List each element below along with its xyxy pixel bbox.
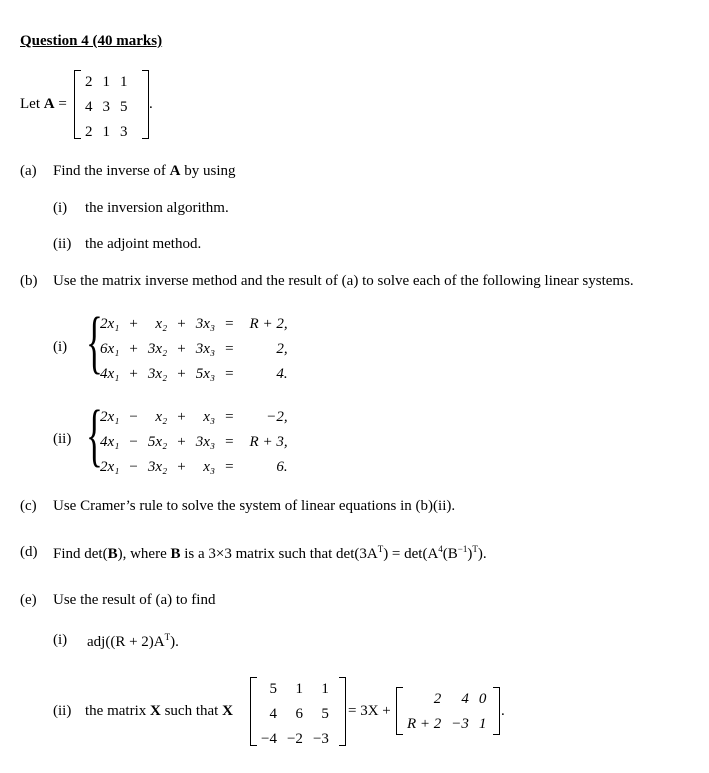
part-e-label: (e) [20,592,37,608]
system-i-term: 3x₃ [195,316,216,332]
matrix-a [74,70,149,139]
system-ii-term: − [129,459,138,475]
system-i-equation [96,338,292,361]
part-e-i-label: (i) [53,632,68,648]
part-b-text: Use the matrix inverse method and the result of (a) to solve each of the following linear systems. [53,273,634,289]
system-i-term: = [225,316,234,332]
matrix-e2-cell: 4 [461,691,469,707]
matrix-e1-cell: −2 [286,731,303,747]
matrix-e1-row [256,727,334,752]
matrix-a-cell: 1 [120,74,128,90]
system-ii-term: + [177,409,186,425]
matrix-e1-cell: 5 [269,681,277,697]
system-i-term: 6x₁ [100,341,120,357]
system-ii-equation [96,406,292,429]
matrix-e1-cell: 4 [269,706,277,722]
matrix-e2-period: . [501,703,505,719]
matrix-e2-row [402,687,491,712]
system-ii-term: −2, [266,409,288,425]
part-c-label: (c) [20,498,37,514]
let-statement [20,97,67,112]
part-d-label: (d) [20,544,38,560]
system-ii-term: = [225,459,234,475]
system-i-term: 5x₃ [195,366,216,382]
matrix-e2-row [402,712,491,737]
part-a-i-text: the inversion algorithm. [85,200,229,216]
matrix-e2 [396,687,500,735]
system-ii-term: 3x₂ [147,459,168,475]
system-ii [94,404,294,481]
system-ii-term: 4x₁ [100,434,120,450]
matrix-a-cell: 2 [85,124,93,140]
matrix-a-cell: 3 [120,124,128,140]
system-ii-term: 6. [276,459,288,475]
matrix-name: A [43,96,55,112]
part-e-i-text: $adj((R + 2)A^T)$. [87,632,179,650]
equals-sign: = [58,96,67,112]
system-i-term: 3x₂ [147,366,168,382]
matrix-e1 [250,677,346,746]
system-ii-term: R + 3, [249,434,288,450]
system-ii-term: 2x₁ [100,459,120,475]
part-c-text: Use Cramer’s rule to solve the system of linear equations in (b)(ii). [53,498,456,514]
system-ii-term: = [225,409,234,425]
system-ii-term: 2x₁ [100,409,120,425]
matrix-a-cell: 2 [85,74,93,90]
system-ii-term: 3x₃ [195,434,216,450]
matrix-e1-cell: 1 [321,681,329,697]
matrix-e2-cell: 2 [433,691,442,707]
part-d-text: Find det(B), where B is a 3×3 matrix such that $\det(3A^T) = \det(A^4(B^{-1})^T)$. [53,544,487,562]
system-ii-term: 5x₂ [147,434,168,450]
equals-3x-plus: = 3X + [348,703,391,719]
system-i-term: 2, [276,341,288,357]
system-ii-equation [96,456,292,479]
system-ii-term: x₃ [203,409,216,425]
matrix-a-cell: 3 [102,99,110,115]
system-i-term: 4x₁ [100,366,120,382]
matrix-e1-cell: 6 [295,706,303,722]
matrix-e1-row [256,702,334,727]
part-e-ii-label: (ii) [53,703,72,719]
system-i-term: + [177,341,186,357]
let-prefix: Let [20,96,40,112]
part-a-i-label: (i) [53,200,68,216]
system-ii-term: + [177,459,186,475]
matrix-a-cell: 4 [85,99,93,115]
part-a-text: Find the inverse of A by using [53,163,236,179]
system-i-term: x₂ [155,316,168,332]
matrix-e1-cell: 5 [321,706,329,722]
system-i-term: + [129,316,138,332]
part-a-ii-text: the adjoint method. [85,236,202,252]
part-b-i-label: (i) [53,339,68,355]
system-i-term: 4. [276,366,288,382]
matrix-e2-cell: −3 [451,716,469,732]
matrix-a-row [80,95,133,120]
system-i-equation [96,363,292,386]
matrix-a-row [80,70,133,95]
part-e-text: Use the result of (a) to find [53,592,216,608]
system-ii-term: x₃ [203,459,216,475]
matrix-e1-row [256,677,334,702]
part-b-ii-label: (ii) [53,431,72,447]
matrix-e1-cell: −4 [261,731,277,747]
system-i-term: + [129,366,138,382]
system-i-term: R + 2, [249,316,288,332]
system-ii-term: x₂ [155,409,168,425]
matrix-e2-cell: 0 [478,691,487,707]
matrix-a-period: . [149,96,153,112]
system-i-term: 3x₃ [195,341,216,357]
matrix-a-cell: 1 [102,74,110,90]
matrix-a-cell: 1 [102,124,110,140]
matrix-a-cell: 5 [120,99,128,115]
question-title: Question 4 (40 marks) [20,33,163,49]
system-i-term: + [129,341,138,357]
system-ii-term: − [129,434,138,450]
matrix-e1-cell: 1 [295,681,303,697]
matrix-e1-cell: −3 [312,731,329,747]
system-i-term: 3x₂ [147,341,168,357]
system-ii-equation [96,431,292,454]
system-ii-term: + [177,434,186,450]
system-i-equation [96,313,292,336]
system-ii-term: − [129,409,138,425]
system-i-term: + [177,366,186,382]
part-b-label: (b) [20,273,38,289]
system-i-term: + [177,316,186,332]
part-a-label: (a) [20,163,37,179]
system-i-term: = [225,341,234,357]
matrix-e2-cell: 1 [478,716,487,732]
system-i-term: 2x₁ [100,316,120,332]
part-e-ii-text: the matrix X such that X [85,703,233,719]
system-i-term: = [225,366,234,382]
matrix-a-row [80,120,133,145]
part-a-ii-label: (ii) [53,236,72,252]
matrix-e2-cell: R + 2 [407,716,442,732]
system-i [94,311,294,388]
brace-i: { [86,304,103,381]
brace-ii: { [86,397,103,474]
system-ii-term: = [225,434,234,450]
